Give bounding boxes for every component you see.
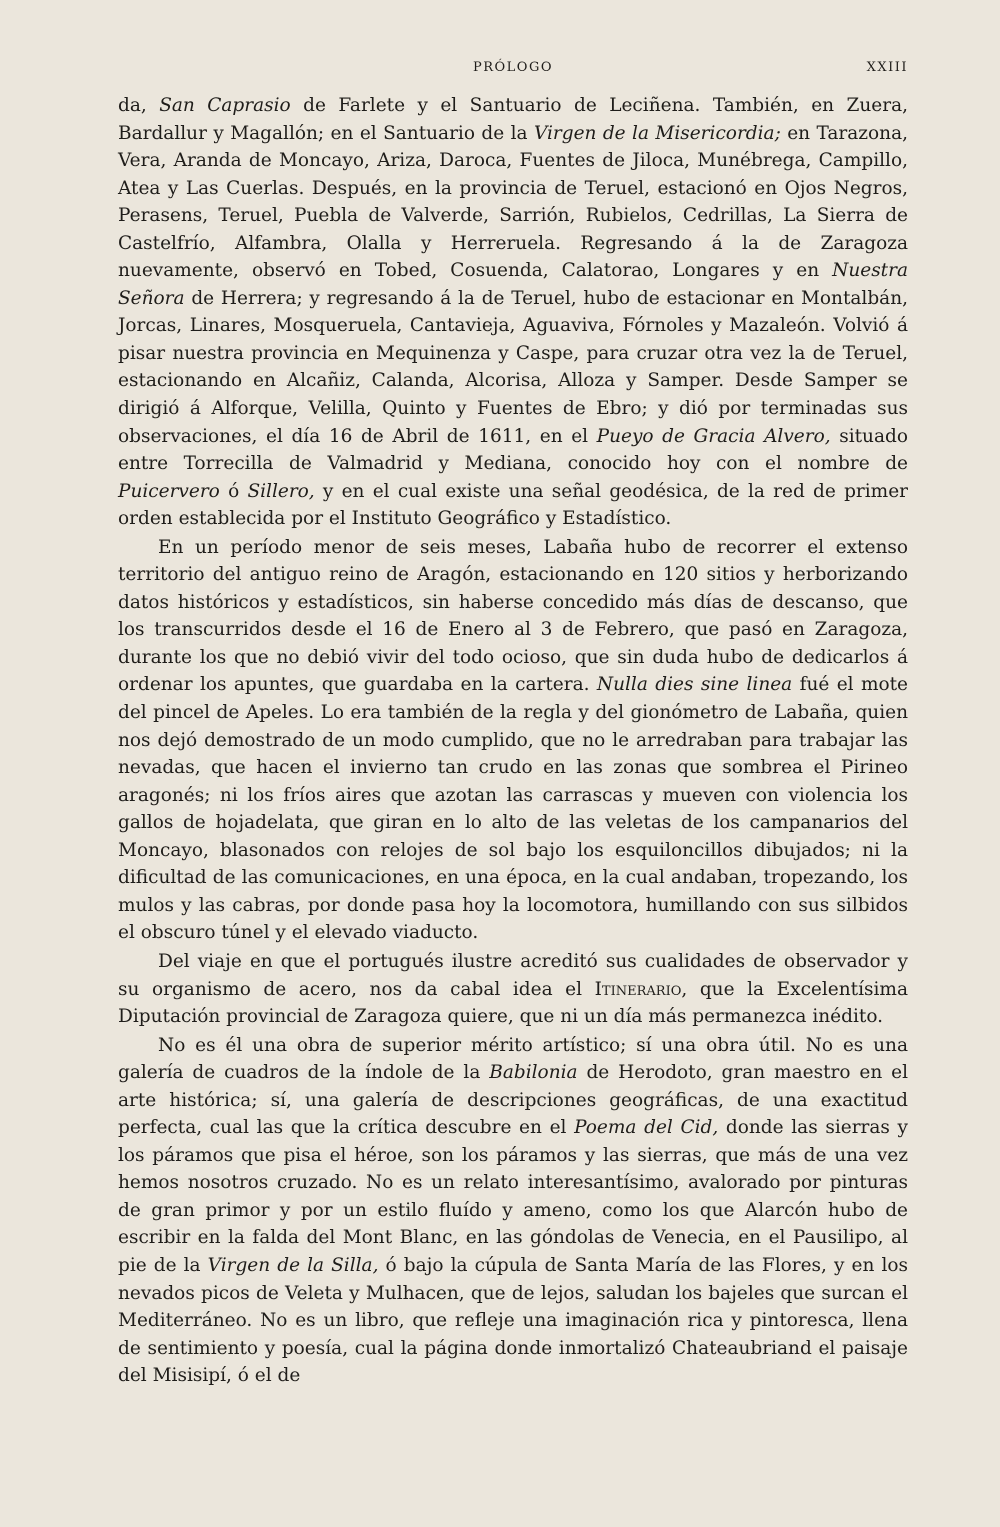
running-head-title: PRÓLOGO bbox=[472, 60, 554, 75]
running-head bbox=[118, 58, 908, 82]
paragraph bbox=[118, 92, 908, 533]
italic-text: Virgen de la Misericordia; bbox=[533, 122, 781, 144]
italic-text: Nuestra Señora bbox=[118, 260, 908, 309]
text-run: situado entre Torrecilla de Valmadrid y Mediana, conocido hoy con el nombre de bbox=[118, 425, 908, 475]
page-number: XXIII bbox=[866, 60, 908, 75]
paragraph bbox=[118, 534, 908, 947]
text-run: de Farlete y el Santuario de Leciñena. También, en Zuera, Bardallur y Magallón; en el Santuario de la bbox=[118, 95, 908, 144]
text-run: en Tarazona, Vera, Aranda de Moncayo, Ariza, Daroca, Fuentes de Jiloca, Munébrega, Campillo, Atea y Las Cuerlas. Después, en la provincia de Teruel, estacionó en Ojos Negros, Perasens, Teruel, Puebla de Valverde, Sarrión, Rubielos, Cedrillas, La Sierra de Castelfrío, Alfambra, Olalla y Herreruela. Regresando á la de Zaragoza nuevamente, observó en Tobed, Cosuenda, Calatorao, Longares y en bbox=[118, 122, 908, 282]
text-run: y en el cual existe una señal geodésica, de la red de primer orden establecida por el Instituto Geográfico y Estadístico. bbox=[118, 480, 909, 530]
italic-text: Babilonia bbox=[489, 1062, 578, 1084]
italic-text: Sillero, bbox=[247, 480, 315, 502]
italic-text: Poema del Cid, bbox=[574, 1117, 719, 1139]
paragraph bbox=[118, 1032, 908, 1390]
italic-text: San Caprasio bbox=[159, 95, 291, 116]
text-run: No es él una obra de superior mérito artístico; sí una obra útil. No es una galería de cuadros de la índole de la bbox=[118, 1034, 908, 1084]
text-run: ó bbox=[219, 480, 248, 502]
text-run: fué el mote del pincel de Apeles. Lo era también de la regla y del gionómetro de Labaña, quien nos dejó demostrado de un modo cumplido, que no le arredraban para trabajar las nevadas, que hacen el invierno tan crudo en las zonas que sombrea el Pirineo aragonés; ni los fríos aires que azotan las carrascas y mueven con violencia los gallos de hojadelata, que giran en lo alto de las veletas de los campanarios del Moncayo, blasonados con relojes de sol bajo los esquiloncillos dibujados; ni la dificultad de las comunicaciones, en una época, en la cual andaban, tropezando, los mulos y las cabras, por donde pasa hoy la locomotora, humillando con sus silbidos el obscuro túnel y el elevado viaducto. bbox=[118, 674, 909, 944]
text-run: donde las sierras y los páramos que pisa el héroe, son los páramos y las sierras, que más de una vez hemos nosotros cruzado. No es un relato interesantísimo, avalorado por pinturas de gran primor y por un estilo fluído y ameno, como los que Alarcón hubo de escribir en la falda del Mont Blanc, en las góndolas de Venecia, en el Pausilipo, al pie de la bbox=[118, 1117, 909, 1276]
text-run: , que la Excelentísima Diputación provincial de Zaragoza quiere, que ni un día más permanezca inédito. bbox=[118, 978, 908, 1028]
italic-text: Virgen de la Silla, bbox=[207, 1254, 379, 1276]
italic-text: Puicervero bbox=[118, 480, 220, 502]
italic-text: Nulla dies sine linea bbox=[596, 674, 793, 696]
body-text bbox=[118, 92, 908, 1390]
text-run: Del viaje en que el portugués ilustre acreditó sus cualidades de observador y su organismo de acero, nos da cabal idea el bbox=[118, 950, 908, 1000]
text-run: da, bbox=[118, 95, 160, 116]
small-caps-text: Itinerario bbox=[594, 978, 682, 1000]
text-run: de Herrera; y regresando á la de Teruel, hubo de estacionar en Montalbán, Jorcas, Linares, Mosqueruela, Cantavieja, Aguaviva, Fórnoles y Mazaleón. Volvió á pisar nuestra provincia en Mequinenza y Caspe, para cruzar otra vez la de Teruel, estacionando en Alcañiz, Calanda, Alcorisa, Alloza y Samper. Desde Samper se dirigió á Alforque, Velilla, Quinto y Fuentes de Ebro; y dió por terminadas sus observaciones, el día 16 de Abril de 1611, en el bbox=[118, 287, 908, 447]
text-run: ó bajo la cúpula de Santa María de las Flores, y en los nevados picos de Veleta y Mulhacen, que de lejos, saludan los bajeles que surcan el Mediterráneo. No es un libro, que refleje una imaginación rica y pintoresca, llena de sentimiento y poesía, cual la página donde inmortalizó Chateaubriand el paisaje del Misisipí, ó el de bbox=[118, 1254, 909, 1387]
italic-text: Pueyo de Gracia Alvero, bbox=[596, 425, 831, 447]
paragraph bbox=[118, 948, 908, 1031]
text-run: En un período menor de seis meses, Labaña hubo de recorrer el extenso territorio del antiguo reino de Aragón, estacionando en 120 sitios y herborizando datos históricos y estadísticos, sin haberse concedido más días de descanso, que los transcurridos desde el 16 de Enero al 3 de Febrero, que pasó en Zaragoza, durante los que no debió vivir del todo ocioso, que sin duda hubo de dedicarlos á ordenar los apuntes, que guardaba en la cartera. bbox=[118, 536, 908, 696]
text-run: de Herodoto, gran maestro en el arte histórica; sí, una galería de descripciones geográficas, de una exactitud perfecta, cual las que la crítica descubre en el bbox=[118, 1062, 909, 1139]
